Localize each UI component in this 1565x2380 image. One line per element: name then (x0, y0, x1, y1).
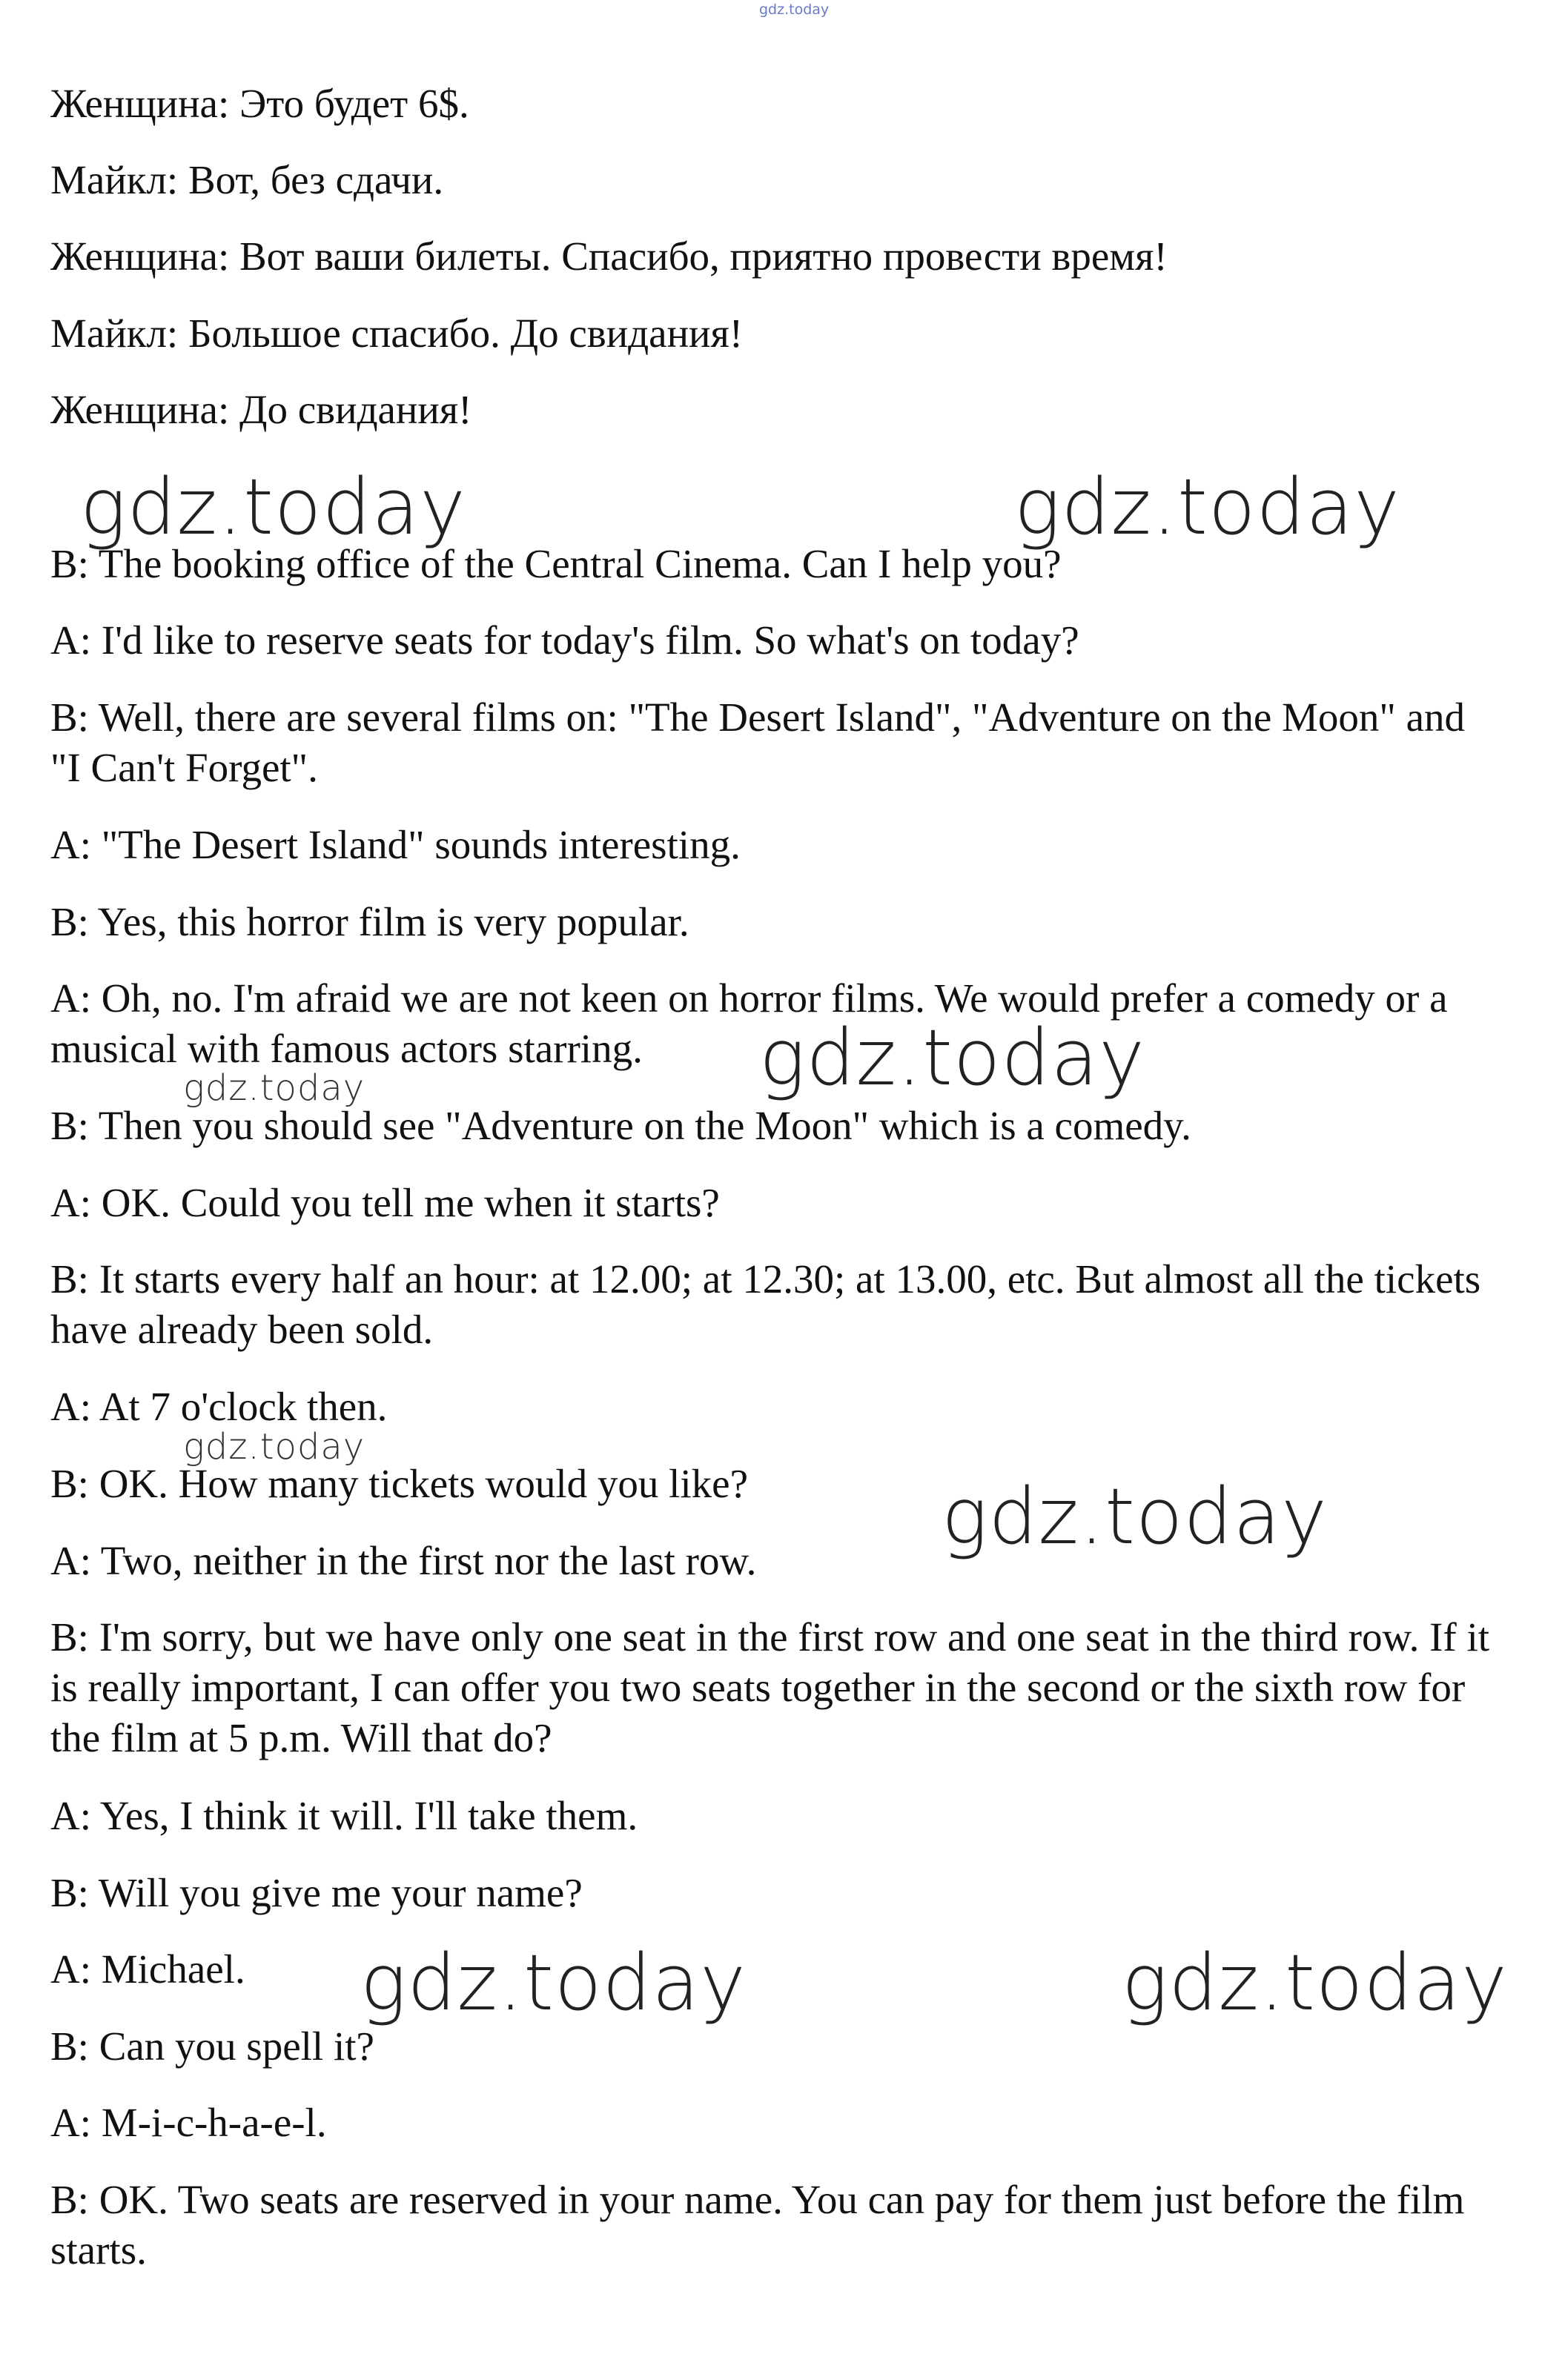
dialogue-line: Женщина: Это будет 6$. (50, 81, 469, 126)
dialogue-line: B: I'm sorry, but we have only one seat in the first row and one seat in the third row. If it is really important, I can offer you two seats together in the second or the sixth row for the film at 5 p.m. Will that do? (50, 1614, 1490, 1760)
dialogue-line: A: At 7 o'clock then. (50, 1384, 388, 1429)
dialogue-line: Женщина: Вот ваши билеты. Спасибо, приятно провести время! (50, 233, 1168, 279)
dialogue-line: B: OK. Two seats are reserved in your name. You can pay for them just before the film starts. (50, 2177, 1465, 2273)
dialogue-line: Майкл: Вот, без сдачи. (50, 157, 444, 202)
dialogue-line: B: Well, there are several films on: "The Desert Island", "Adventure on the Moon" and "I Can't Forget". (50, 695, 1466, 790)
dialogue-line: A: Michael. (50, 1946, 245, 1992)
dialogue-line: A: Yes, I think it will. I'll take them. (50, 1793, 638, 1838)
dialogue-line: A: M-i-c-h-a-e-l. (50, 2100, 327, 2145)
watermark: gdz.today (1014, 462, 1400, 552)
dialogue-line: B: Can you spell it? (50, 2023, 374, 2069)
dialogue-line: A: "The Desert Island" sounds interesting. (50, 822, 741, 867)
dialogue-line: Женщина: До свидания! (50, 387, 472, 432)
watermark: gdz.today (759, 1012, 1145, 1103)
dialogue-line: Майкл: Большое спасибо. До свидания! (50, 311, 744, 356)
watermark: gdz.today (942, 1471, 1328, 1562)
dialogue-line: A: Oh, no. I'm afraid we are not keen on horror films. We would prefer a comedy or a musical with famous actors starring. (50, 975, 1448, 1071)
dialogue-line: B: Will you give me your name? (50, 1870, 583, 1915)
dialogue-line: B: OK. How many tickets would you like? (50, 1461, 748, 1506)
dialogue-line: A: I'd like to reserve seats for today's film. So what's on today? (50, 617, 1079, 663)
dialogue-line: A: Two, neither in the first nor the last row. (50, 1538, 757, 1583)
dialogue-line: A: OK. Could you tell me when it starts? (50, 1180, 720, 1225)
watermark: gdz.today (183, 1426, 365, 1468)
watermark: gdz.today (80, 462, 466, 552)
watermark: gdz.today (183, 1067, 365, 1109)
dialogue-line: B: Yes, this horror film is very popular. (50, 899, 689, 944)
dialogue-line: B: It starts every half an hour: at 12.00; at 12.30; at 13.00, etc. But almost all the tickets have already been sold. (50, 1256, 1481, 1352)
header-site-mark: gdz.today (759, 1, 830, 18)
watermark: gdz.today (1122, 1938, 1508, 2028)
dialogue-line: B: The booking office of the Central Cinema. Can I help you? (50, 541, 1062, 586)
dialogue-line: B: Then you should see "Adventure on the Moon" which is a comedy. (50, 1103, 1191, 1148)
watermark: gdz.today (360, 1938, 747, 2028)
